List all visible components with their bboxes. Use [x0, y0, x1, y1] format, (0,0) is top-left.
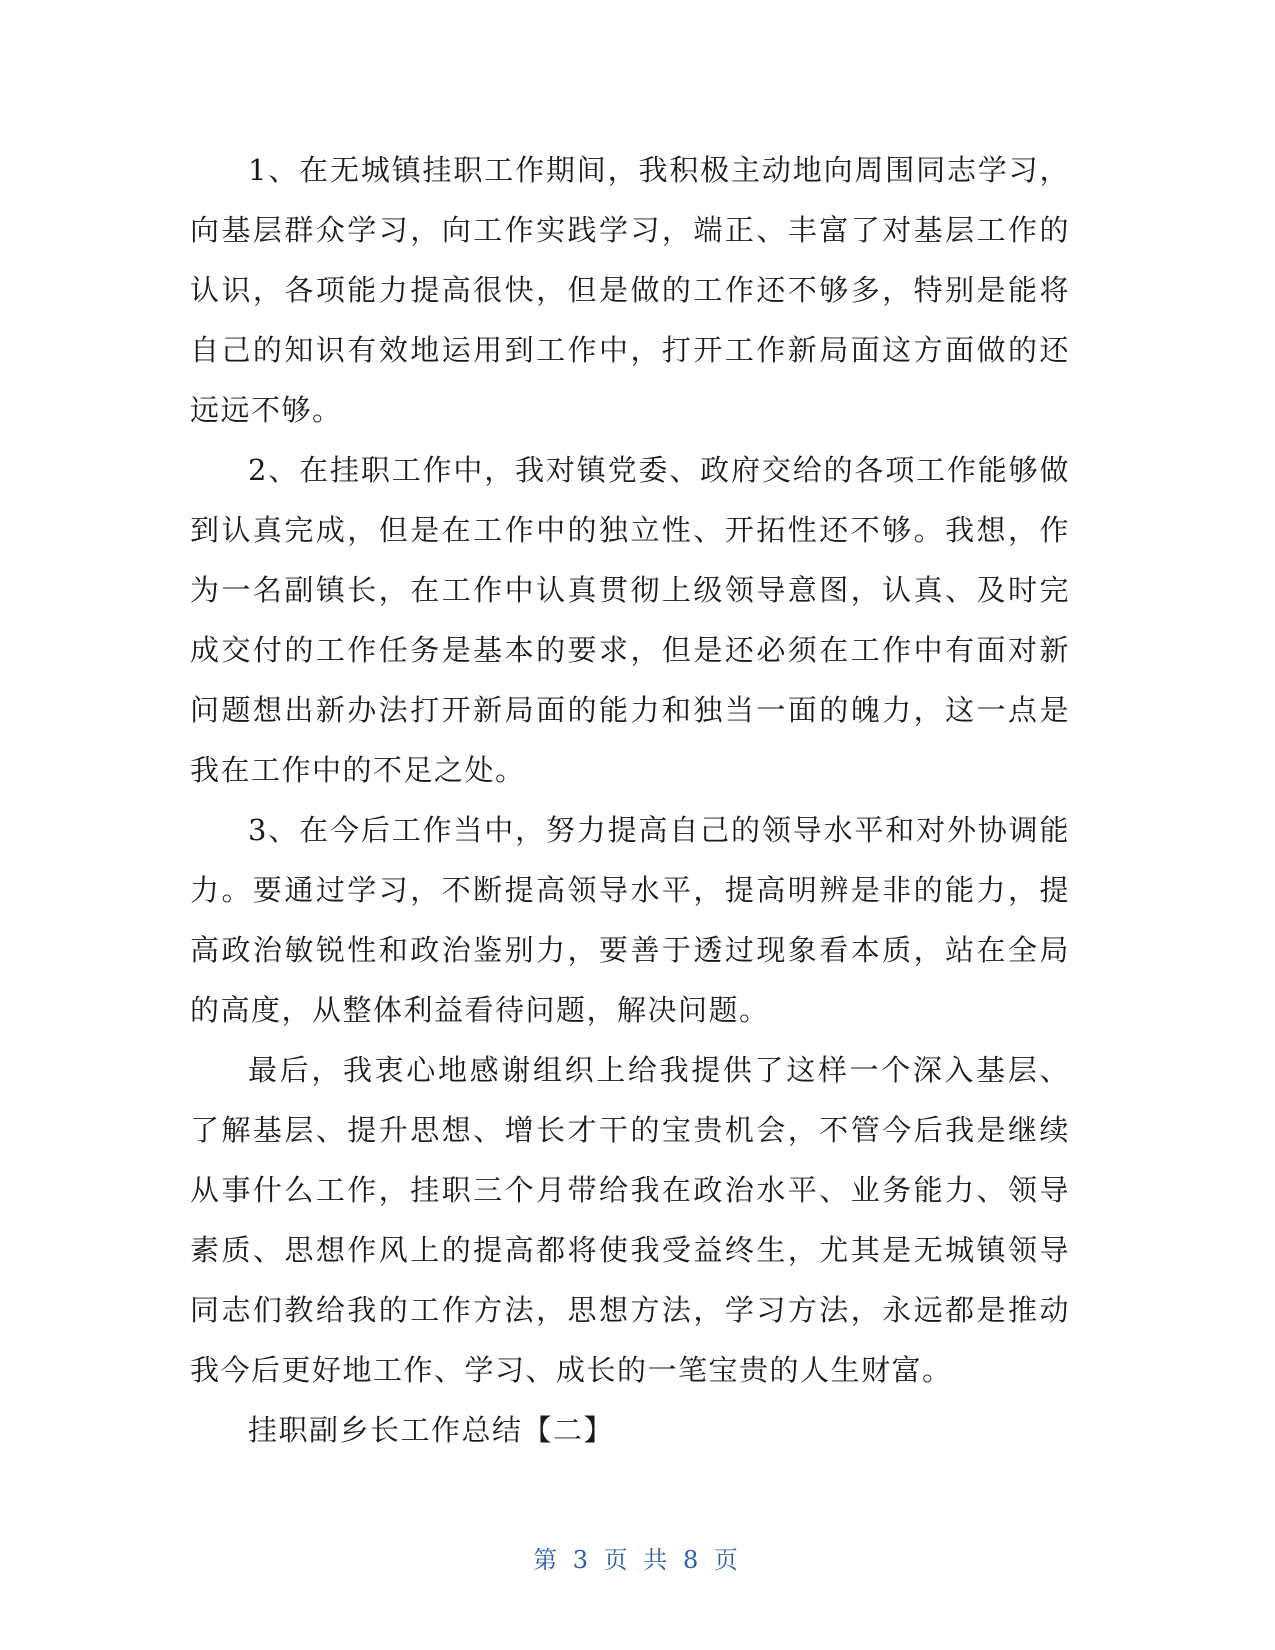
paragraph-2: 2、在挂职工作中，我对镇党委、政府交给的各项工作能够做到认真完成，但是在工作中的独立性、开拓性还不够。我想，作为一名副镇长，在工作中认真贯彻上级领导意图，认真、及时完成交付的工作任务是基本的要求，但是还必须在工作中有面对新问题想出新办法打开新局面的能力和独当一面的魄力，这一点是我在工作中的不足之处。	[190, 453, 1070, 787]
paragraph-1: 1、在无城镇挂职工作期间，我积极主动地向周围同志学习，向基层群众学习，向工作实践学习，端正、丰富了对基层工作的认识，各项能力提高很快，但是做的工作还不够多，特别是能将自己的知识有效地运用到工作中，打开工作新局面这方面做的还远远不够。	[190, 153, 1070, 427]
document-body	[190, 140, 1070, 1460]
page-number-footer: 第 3 页 共 8 页	[533, 1546, 742, 1574]
paragraph-4: 最后，我衷心地感谢组织上给我提供了这样一个深入基层、了解基层、提升思想、增长才干的宝贵机会，不管今后我是继续从事什么工作，挂职三个月带给我在政治水平、业务能力、领导素质、思想作风上的提高都将使我受益终生，尤其是无城镇领导同志们教给我的工作方法，思想方法，学习方法，永远都是推动我今后更好地工作、学习、成长的一笔宝贵的人生财富。	[190, 1053, 1070, 1387]
paragraph-3: 3、在今后工作当中，努力提高自己的领导水平和对外协调能力。要通过学习，不断提高领导水平，提高明辨是非的能力，提高政治敏锐性和政治鉴别力，要善于透过现象看本质，站在全局的高度，从整体利益看待问题，解决问题。	[190, 813, 1070, 1027]
section-heading: 挂职副乡长工作总结【二】	[248, 1413, 615, 1447]
